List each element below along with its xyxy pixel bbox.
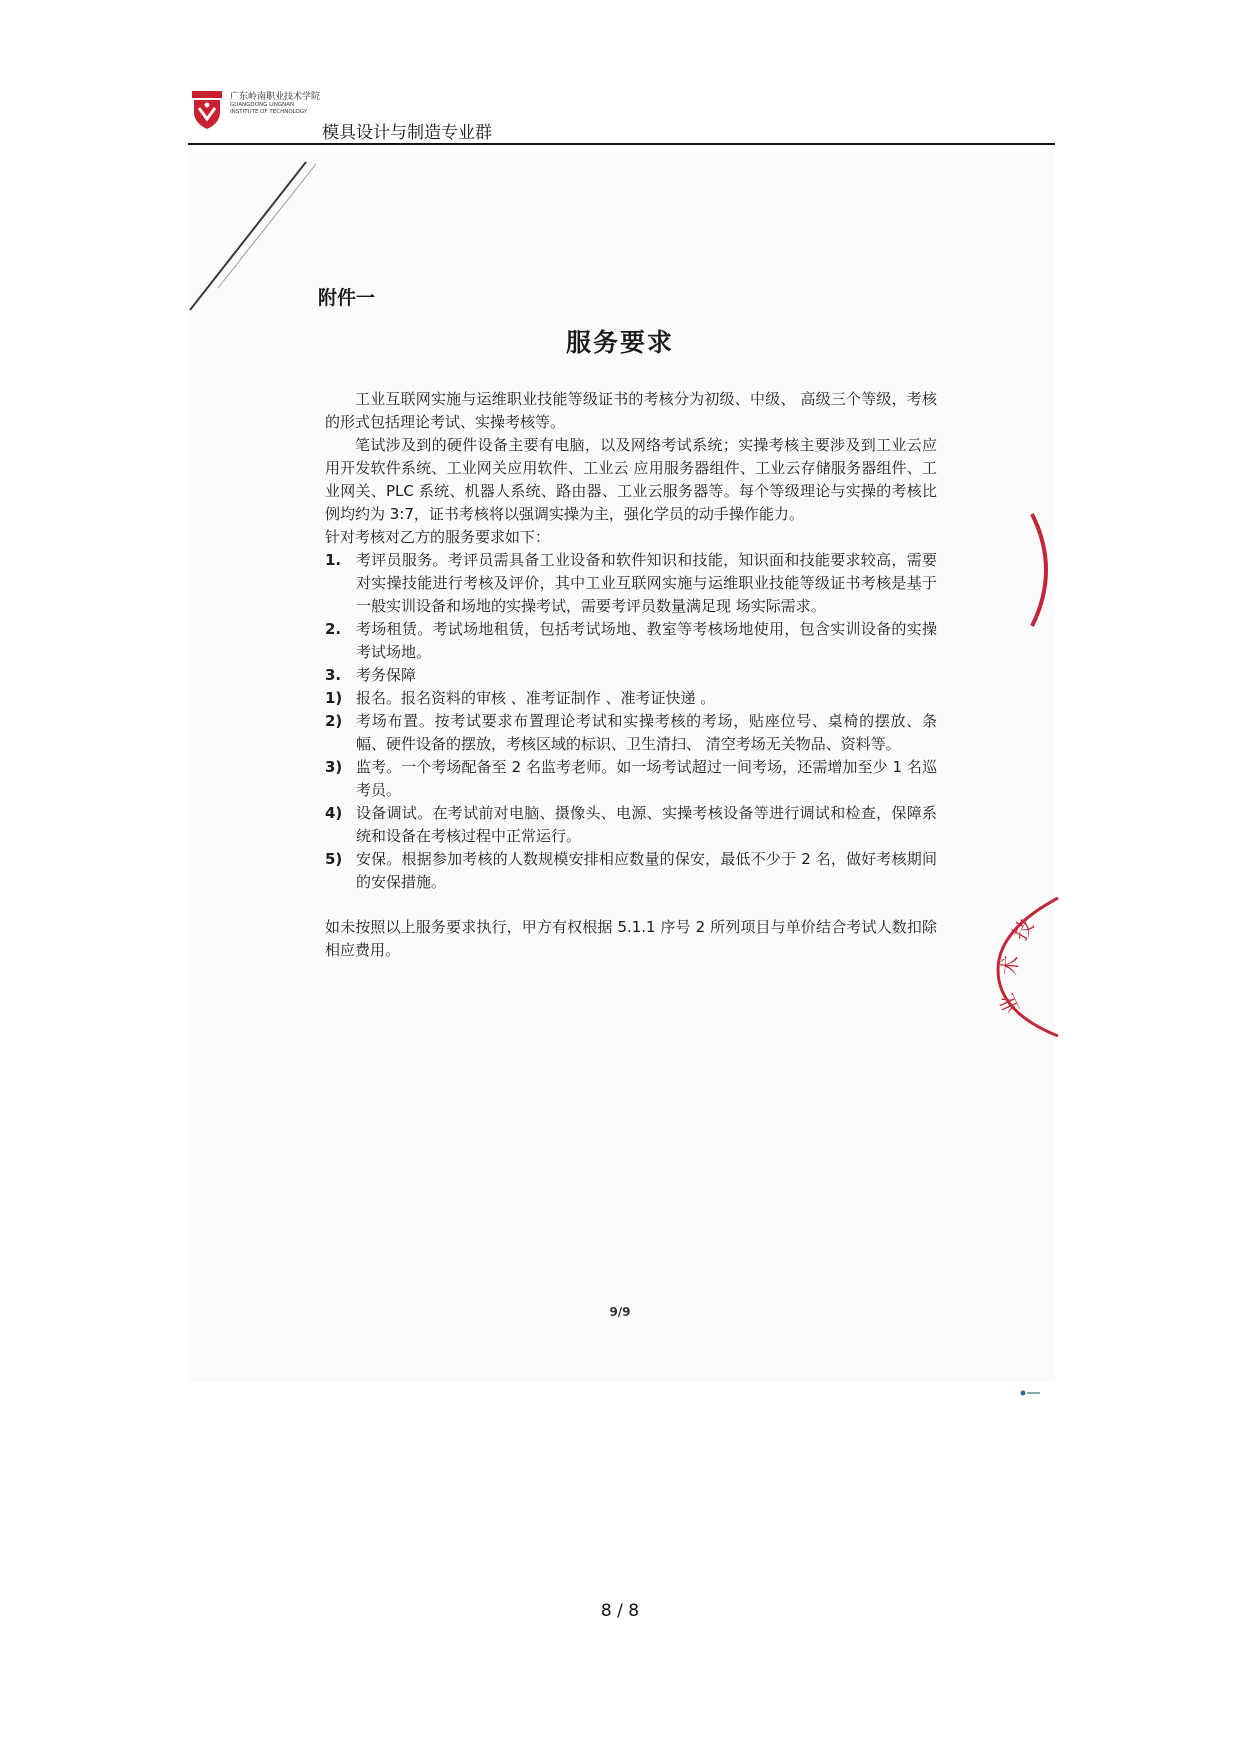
school-name — [230, 92, 320, 116]
svg-text:术: 术 — [997, 954, 1023, 977]
paragraph: 工业互联网实施与运维职业技能等级证书的考核分为初级、中级、 高级三个等级，考核的形式包括理论考试、实操考核等。 — [325, 390, 937, 431]
item-text: 设备调试。在考试前对电脑、摄像头、电源、实操考核设备等进行调试和检查，保障系统和设备在考核过程中正常运行。 — [356, 804, 937, 845]
item-text: 安保。根据参加考核的人数规模安排相应数量的保安，最低不少于 2 名，做好考核期间的安保措施。 — [356, 850, 937, 891]
svg-text:技: 技 — [1007, 915, 1039, 945]
program-group-name: 模具设计与制造专业群 — [322, 123, 492, 143]
scanner-watermark-icon — [1020, 1390, 1040, 1396]
item-text: 报名。报名资料的审核 、准考证制作 、准考证快递 。 — [356, 689, 716, 707]
list-item — [325, 802, 937, 848]
school-crest-icon — [190, 90, 224, 130]
seal-stamp-bottom — [990, 890, 1060, 1040]
list-item — [325, 848, 937, 894]
item-text: 考场布置。按考试要求布置理论考试和实操考核的考场，贴座位号、桌椅的摆放、条幅、硬件设备的摆放，考核区域的标识、卫生清扫、 清空考场无关物品、资料等。 — [356, 712, 937, 753]
seal-stamp-top — [1030, 510, 1060, 630]
list-item — [325, 549, 937, 618]
item-text: 监考。一个考场配备至 2 名监考老师。如一场考试超过一间考场，还需增加至少 1 名巡考员。 — [356, 758, 937, 799]
item-text: 考评员服务。考评员需具备工业设备和软件知识和技能，知识面和技能要求较高，需要对实操技能进行考核及评价，其中工业互联网实施与运维职业技能等级证书考核是基于一般实训设备和场地的实操考试，需要考评员数量满足现 场实际需求。 — [356, 551, 937, 615]
school-name-cn: 广东岭南职业技术学院 — [230, 92, 321, 102]
list-item — [325, 687, 937, 710]
item-number: 2) — [325, 712, 343, 730]
requirements-intro: 针对考核对乙方的服务要求如下： — [325, 528, 551, 546]
list-item — [325, 756, 937, 802]
list-item — [325, 710, 937, 756]
list-item — [325, 618, 937, 664]
closing-paragraph: 如未按照以上服务要求执行，甲方有权根据 5.1.1 序号 2 所列项目与单价结合考试人数扣除相应费用。 — [325, 918, 937, 959]
paragraph: 笔试涉及到的硬件设备主要有电脑，以及网络考试系统；实操考核主要涉及到工业云应用开发软件系统、工业网关应用软件、工业云 应用服务器组件、工业云存储服务器组件、工业网关、PLC 系统、机器人系统、路由器、工业云服务器等。每个等级理论与实操的考核比例均约为 3:7，证书考核将以强调实操为主，强化学员的动手操作能力。 — [325, 436, 937, 523]
item-text: 考务保障 — [356, 666, 417, 684]
scan-page-number: 9/9 — [609, 1305, 631, 1319]
list-item — [325, 664, 937, 687]
scan-fold-line — [188, 160, 328, 320]
school-name-en-1: GUANGDONG LINGNAN — [230, 102, 295, 108]
item-number: 3) — [325, 758, 343, 776]
svg-text:业: 业 — [994, 989, 1025, 1019]
item-number: 5) — [325, 850, 343, 868]
item-text: 考场租赁。考试场地租赁，包括考试场地、教室等考核场地使用，包含实训设备的实操考试场地。 — [356, 620, 937, 661]
document-page-number: 8 / 8 — [600, 1601, 640, 1621]
school-name-en-2: INSTITUTE OF TECHNOLOGY — [230, 109, 308, 115]
document-title: 服务要求 — [565, 328, 674, 357]
document-body — [325, 388, 937, 962]
header-divider — [188, 143, 1055, 145]
item-number: 2. — [325, 620, 342, 638]
item-number: 1) — [325, 689, 343, 707]
item-number: 4) — [325, 804, 343, 822]
annex-label: 附件一 — [318, 287, 376, 309]
item-number: 1. — [325, 551, 342, 569]
item-number: 3. — [325, 666, 342, 684]
